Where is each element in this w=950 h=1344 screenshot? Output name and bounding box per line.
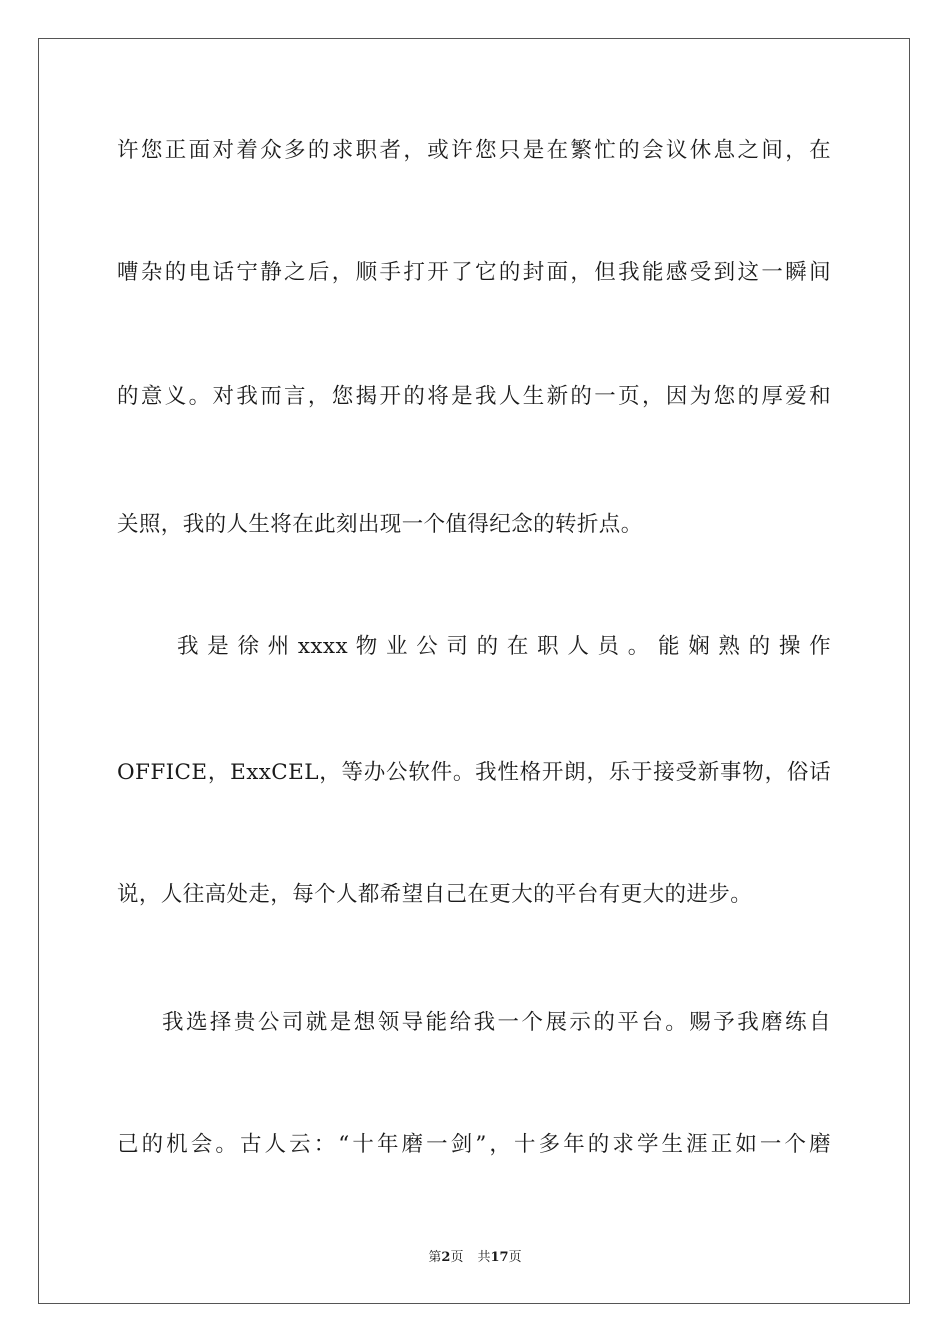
body-line: 许您正面对着众多的求职者，或许您只是在繁忙的会议休息之间，在 [117, 138, 831, 163]
body-line-paragraph-start: 我选择贵公司就是想领导能给我一个展示的平台。赐予我磨练自 [162, 1010, 831, 1035]
body-line: 己的机会。古人云：“十年磨一剑”，十多年的求学生涯正如一个磨 [117, 1132, 831, 1157]
body-line: 说，人往高处走，每个人都希望自己在更大的平台有更大的进步。 [117, 882, 753, 907]
page-border [38, 38, 910, 1304]
footer-total-prefix: 共 [477, 1250, 491, 1265]
footer-total-unit: 页 [508, 1250, 522, 1265]
body-line: 的意义。对我而言，您揭开的将是我人生新的一页，因为您的厚爱和 [117, 384, 831, 409]
body-line: 嘈杂的电话宁静之后，顺手打开了它的封面，但我能感受到这一瞬间 [117, 260, 831, 285]
body-line-paragraph-start: 我 是 徐 州 xxxx 物 业 公 司 的 在 职 人 员 。 能 娴 熟 的 操 作 [177, 634, 831, 659]
footer-prefix: 第 [428, 1250, 442, 1265]
page-footer [0, 1246, 950, 1265]
footer-total-pages: 17 [490, 1250, 509, 1265]
footer-page-unit: 页 [450, 1250, 464, 1265]
body-line: OFFICE，ExxCEL，等办公软件。我性格开朗，乐于接受新事物，俗话 [117, 760, 831, 785]
footer-page-number: 2 [441, 1250, 451, 1265]
body-line: 关照，我的人生将在此刻出现一个值得纪念的转折点。 [117, 512, 643, 537]
